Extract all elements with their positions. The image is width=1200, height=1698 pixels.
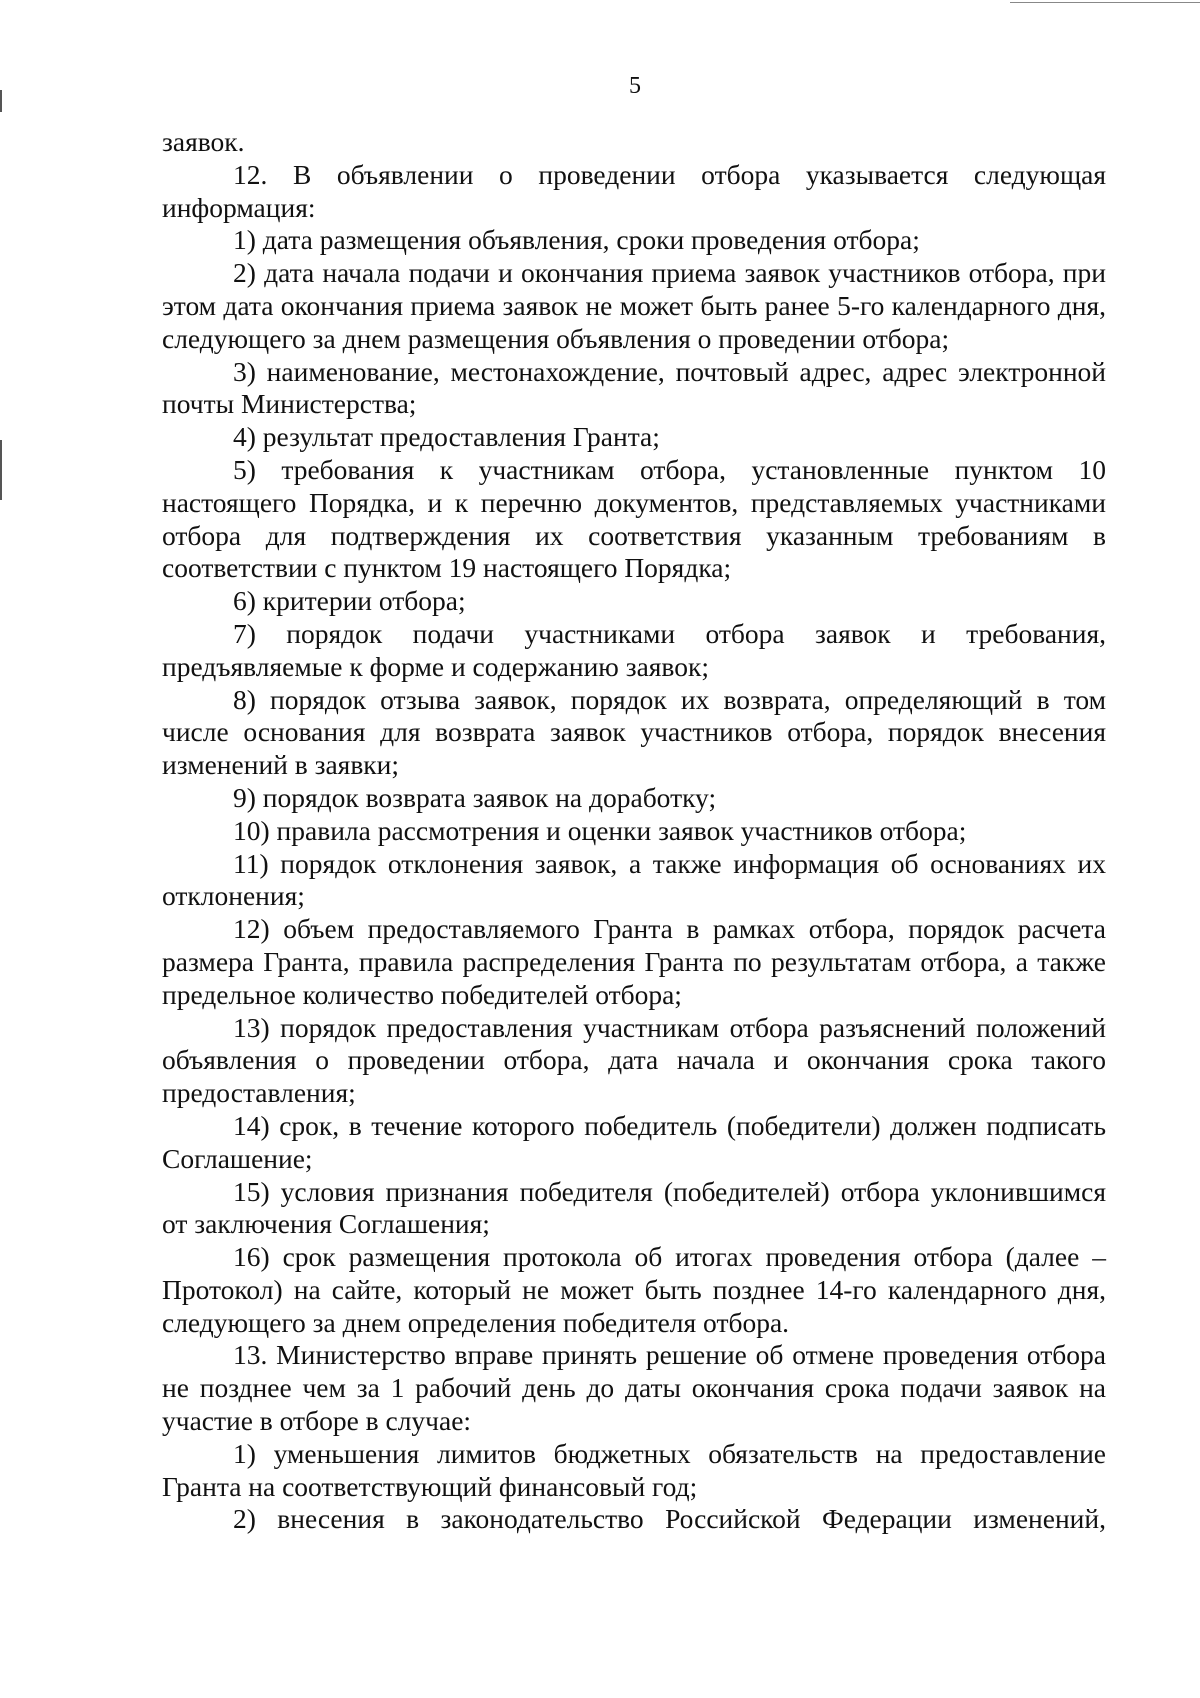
paragraph: 12) объем предоставляемого Гранта в рамках отбора, порядок расчета размера Гранта, правила распределения Гранта по результатам отбора, а также предельное количество победителей отбора; xyxy=(162,913,1106,1010)
paragraph: 10) правила рассмотрения и оценки заявок участников отбора; xyxy=(233,814,967,846)
paragraph: 13. Министерство вправе принять решение об отмене проведения отбора не позднее чем за 1 рабочий день до даты окончания срока подачи заявок на участие в отборе в случае: xyxy=(162,1339,1106,1437)
paragraph: 11) порядок отклонения заявок, а также информация об основаниях их отклонения; xyxy=(162,847,1106,912)
scan-edge-line xyxy=(1010,2,1200,3)
paragraph: 1) уменьшения лимитов бюджетных обязательств на предоставление Гранта на соответствующий финансовый год; xyxy=(162,1437,1106,1502)
paragraph: 3) наименование, местонахождение, почтовый адрес, адрес электронной почты Министерства; xyxy=(162,355,1106,420)
paragraph: заявок. xyxy=(162,126,245,157)
paragraph: 13) порядок предоставления участникам отбора разъяснений положений объявления о проведении отбора, дата начала и окончания срока такого предоставления; xyxy=(162,1011,1106,1109)
paragraph: 4) результат предоставления Гранта; xyxy=(233,421,660,453)
paragraph: 16) срок размещения протокола об итогах проведения отбора (далее – Протокол) на сайте, который не может быть позднее 14-го календарного дня, следующего за днем определения победителя отбора. xyxy=(162,1241,1106,1338)
paragraph: 5) требования к участникам отбора, установленные пунктом 10 настоящего Порядка, и к перечню документов, представляемых участниками отбора для подтверждения их соответствия указанным требованиям в соответствии с пунктом 19 настоящего Порядка; xyxy=(162,453,1106,584)
page-number: 5 xyxy=(629,73,641,99)
document-body xyxy=(162,126,1106,1536)
scan-margin-mark xyxy=(0,440,2,500)
paragraph: 7) порядок подачи участниками отбора заявок и требования, предъявляемые к форме и содержанию заявок; xyxy=(162,617,1106,682)
paragraph: 8) порядок отзыва заявок, порядок их возврата, определяющий в том числе основания для возврата заявок участников отбора, порядок внесения изменений в заявки; xyxy=(162,683,1106,781)
paragraph: 9) порядок возврата заявок на доработку; xyxy=(233,781,717,813)
paragraph: 6) критерии отбора; xyxy=(233,585,466,617)
paragraph: 2) внесения в законодательство Российской Федерации изменений, xyxy=(233,1503,1106,1535)
paragraph: 2) дата начала подачи и окончания приема заявок участников отбора, при этом дата окончания приема заявок не может быть ранее 5-го календарного дня, следующего за днем размещения объявления о проведении отбора; xyxy=(162,257,1106,354)
paragraph: 14) срок, в течение которого победитель (победители) должен подписать Соглашение; xyxy=(162,1109,1106,1174)
paragraph: 12. В объявлении о проведении отбора указывается следующая информация: xyxy=(162,158,1106,223)
paragraph: 15) условия признания победителя (победителей) отбора уклонившимся от заключения Соглашения; xyxy=(162,1175,1106,1240)
paragraph: 1) дата размещения объявления, сроки проведения отбора; xyxy=(233,224,920,256)
